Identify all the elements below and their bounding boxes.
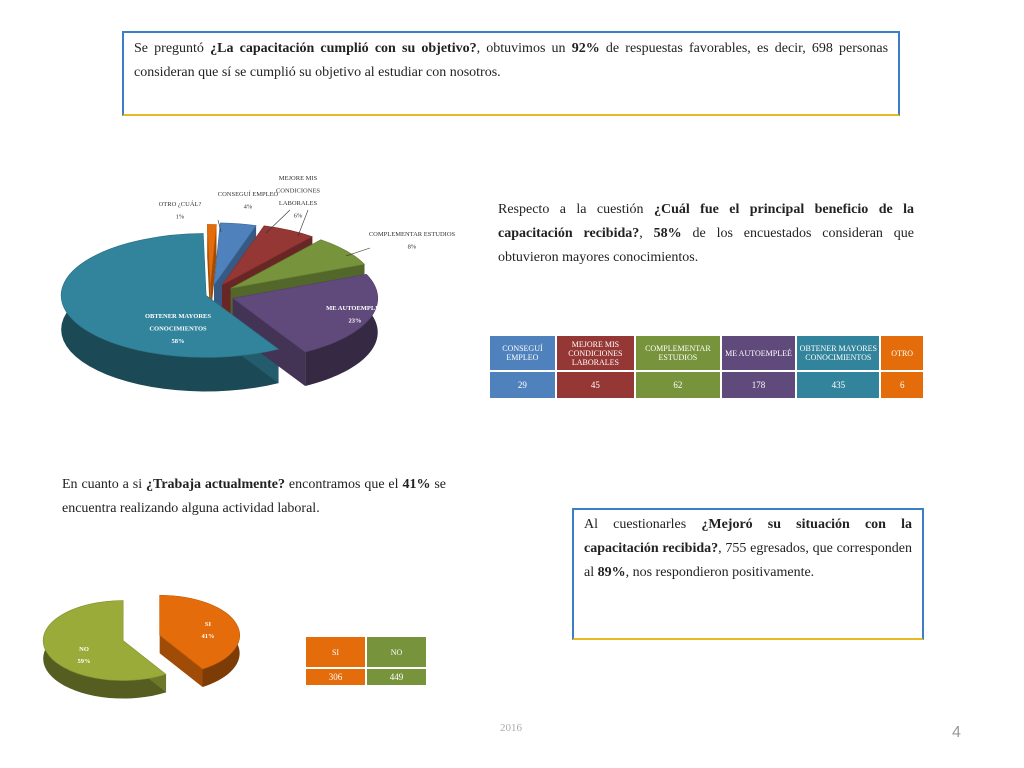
improvement-prefix: Al cuestionarles	[584, 517, 687, 532]
work-table	[304, 635, 428, 687]
summary-box-improvement	[572, 508, 924, 640]
benefit-value-cell: 6	[881, 372, 923, 398]
benefit-text	[498, 198, 914, 270]
work-value-cell: 306	[306, 669, 365, 685]
improvement-mid: , 755 egresados, que corresponden al	[584, 541, 912, 580]
work-paragraph	[62, 473, 446, 521]
footer-year: 2016	[500, 722, 522, 734]
work-table-header-row	[306, 637, 426, 667]
work-suffix: se encuentra realizando alguna actividad laboral.	[62, 477, 447, 516]
work-text	[62, 473, 446, 521]
label-mayores-conocimientos: OBTENER MAYORES CONOCIMIENTOS 58%	[144, 313, 212, 345]
benefit-value-cell: 29	[490, 372, 555, 398]
work-pie-chart	[22, 596, 262, 726]
benefit-value-cell: 435	[797, 372, 879, 398]
benefit-header-cell: MEJORE MIS CONDICIONES LABORALES	[557, 336, 634, 370]
benefit-table	[488, 334, 925, 400]
work-header-cell: SI	[306, 637, 365, 667]
benefit-table-value-row	[490, 372, 923, 398]
label-consegui-empleo: CONSEGUÍ EMPLEO 4%	[217, 191, 279, 211]
benefit-pie-chart	[40, 160, 480, 420]
label-complementar-estudios: COMPLEMENTAR ESTUDIOS 8%	[368, 231, 456, 251]
work-value-cell: 449	[367, 669, 426, 685]
label-autoempleo: ME AUTOEMPLEÉ 23%	[326, 305, 384, 325]
label-mejore-condiciones: MEJORE MIS CONDICIONES LABORALES 6%	[275, 175, 321, 220]
benefit-value-cell: 178	[722, 372, 795, 398]
label-si: SI 41%	[201, 621, 215, 640]
benefit-prefix: Respecto a la cuestión	[498, 202, 644, 217]
benefit-value-cell: 45	[557, 372, 634, 398]
improvement-suffix: , nos respondieron positivamente.	[625, 565, 815, 580]
objective-mid: , obtuvimos un	[476, 41, 566, 56]
objective-question: ¿La capacitación cumplió con su objetivo?	[210, 41, 477, 56]
objective-paragraph	[134, 37, 888, 85]
work-percent: 41%	[402, 477, 431, 492]
page-number: 4	[952, 724, 961, 741]
work-header-cell: NO	[367, 637, 426, 667]
work-prefix: En cuanto a si	[62, 477, 143, 492]
benefit-percent: 58%	[653, 226, 682, 241]
improvement-question: ¿Mejoró su situación con la capacitación recibida?	[584, 517, 912, 556]
objective-suffix: de respuestas favorables, es decir, 698 personas consideran que sí se cumplió su objetivo al estudiar con nosotros.	[134, 41, 889, 80]
benefit-paragraph	[498, 198, 914, 270]
benefit-value-cell: 62	[636, 372, 720, 398]
work-question: ¿Trabaja actualmente?	[146, 477, 285, 492]
benefit-question: ¿Cuál fue el principal beneficio de la capacitación recibida?	[498, 202, 915, 241]
work-table-value-row	[306, 669, 426, 685]
benefit-header-cell: ME AUTOEMPLEÉ	[722, 336, 795, 370]
objective-prefix: Se preguntó	[134, 41, 204, 56]
label-no: NO 59%	[77, 646, 91, 665]
benefit-header-cell: OTRO	[881, 336, 923, 370]
summary-box-objective	[122, 31, 900, 116]
improvement-percent: 89%	[597, 565, 626, 580]
benefit-suffix: de los encuestados consideran que obtuvieron mayores conocimientos.	[498, 226, 915, 265]
benefit-sep: ,	[639, 226, 643, 241]
leader-line	[346, 248, 370, 256]
benefit-header-cell: OBTENER MAYORES CONOCIMIENTOS	[797, 336, 879, 370]
work-mid: encontramos que el	[288, 477, 399, 492]
benefit-header-cell: COMPLEMENTAR ESTUDIOS	[636, 336, 720, 370]
benefit-table-header-row	[490, 336, 923, 370]
improvement-paragraph	[584, 513, 912, 585]
objective-percent: 92%	[571, 41, 600, 56]
label-otro: OTRO ¿CUÁL? 1%	[158, 201, 202, 221]
benefit-header-cell: CONSEGUÍ EMPLEO	[490, 336, 555, 370]
